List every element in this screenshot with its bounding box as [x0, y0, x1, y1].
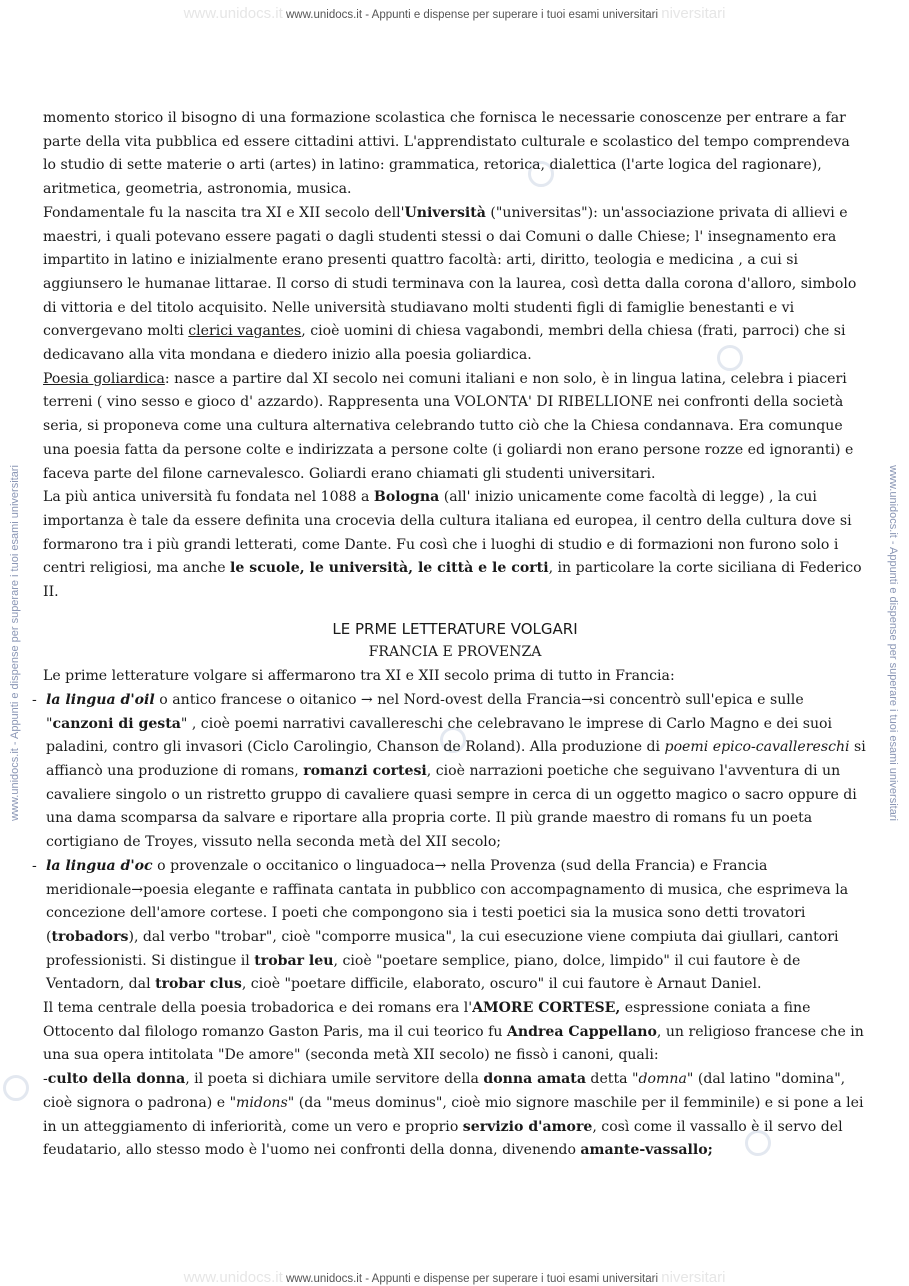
paragraph-culto-donna: -culto della donna, il poeta si dichiara umile servitore della donna amata detta "domna" (dal latino "domina", cioè signora o padrona) e "midons" (da "meus dominus", cioè mio signore maschile per il femminile) e si pone a lei in un atteggiamento di inferiorità, come un vero e proprio servizio d'amore, così come il vassallo è il servo del feudatario, allo stesso modo è l'uomo nei confronti della donna, divenendo amante-vassallo;: [43, 1071, 864, 1159]
document-body: [32, 107, 867, 1163]
term-andrea-cappellano: Andrea Cappellano: [506, 1023, 657, 1040]
paragraph-bologna: La più antica università fu fondata nel 1088 a Bologna (all' inizio unicamente come facoltà di legge) , la cui importanza è tale da essere definita una crocevia della cultura italiana ed europea, il centro della cultura dove si formarono tra i più grandi letterati, come Dante. Fu così che i luoghi di studio e di formazioni non furono solo i centri religiosi, ma anche le scuole, le università, le città e le corti, in particolare la corte siciliana di Federico II.: [43, 489, 862, 601]
banner-text[interactable]: www.unidocs.it - Appunti e dispense per superare i tuoi esami universitari: [286, 9, 659, 21]
term-clerici-vagantes: clerici vagantes: [188, 323, 302, 340]
term-bologna: Bologna: [373, 489, 440, 506]
paragraph-artes: momento storico il bisogno di una formazione scolastica che fornisca le necessarie conoscenze per entrare a far parte della vita pubblica ed essere cittadini attivi. L'apprendistato culturale e scolastico del tempo comprendeva lo studio di sette materie o arti (artes) in latino: grammatica, retorica, dialettica (l'arte logica del ragionare), aritmetica, geometria, astronomia, musica.: [43, 110, 850, 198]
section-heading: LE PRME LETTERATURE VOLGARI: [332, 619, 578, 638]
footer-text[interactable]: www.unidocs.it - Appunti e dispense per superare i tuoi esami universitari: [286, 1273, 659, 1285]
term-lingua-oil: la lingua d'oil: [46, 691, 155, 708]
paragraph-amore-cortese: Il tema centrale della poesia trobadorica e dei romans era l'AMORE CORTESE, espressione coniata a fine Ottocento dal filologo romanzo Gaston Paris, ma il cui teorico fu Andrea Cappellano, un religioso francese che in una sua opera intitolata "De amore" (seconda metà XII secolo) ne fissò i canoni, quali:: [43, 1000, 864, 1064]
paragraph-intro: Le prime letterature volgare si affermarono tra XI e XII secolo prima di tutto in Francia:: [43, 668, 675, 685]
side-watermark-left: www.unidocs.it - Appunti e dispense per superare i tuoi esami universitari: [9, 465, 21, 821]
term-amore-cortese: AMORE CORTESE,: [472, 1000, 621, 1017]
header-banner: [0, 5, 909, 22]
footer-ghost: www.unidocs.it: [183, 1269, 283, 1286]
watermark-logo-icon: [3, 1075, 29, 1101]
side-watermark-right: www.unidocs.it - Appunti e dispense per superare i tuoi esami universitari: [887, 465, 899, 821]
term-universita: Università: [404, 204, 486, 221]
banner-ghost-tail: niversitari: [661, 5, 726, 22]
section-subheading: FRANCIA E PROVENZA: [368, 644, 542, 661]
list-item-lingua-oc: - la lingua d'oc o provenzale o occitanico o linguadoca→ nella Provenza (sud della Francia) e Francia meridionale→poesia elegante e raffinata cantata in pubblico con accompagnamento di musica, che esprimeva la concezione dell'amore cortese. I poeti che compongono sia i testi poetici sia la musica sono detti trovatori (trobadors), dal verbo "trobar", cioè "comporre musica", la cui esecuzione viene compiuta dai giullari, cantori professionisti. Si distingue il trobar leu, cioè "poetare semplice, piano, dolce, limpido" il cui fautore è de Ventadorn, dal trobar clus, cioè "poetare difficile, elaborato, oscuro" il cui fautore è Arnaut Daniel.: [32, 857, 849, 993]
term-scuole-corti: le scuole, le università, le città e le corti: [230, 560, 549, 577]
paragraph-poesia-goliardica: Poesia goliardica: nasce a partire dal XI secolo nei comuni italiani e non solo, è in lingua latina, celebra i piaceri terreni ( vino sesso e gioco d' azzardo). Rappresenta una VOLONTA' DI RIBELLIONE nei confronti della società seria, si proponeva come una cultura alternativa celebrando tutto ciò che la Chiesa condannava. Era comunque una poesia fatta da persone colte e indirizzata a persone colte (i goliardi non erano persone rozze ed ignoranti) e faceva parte del filone carnevalesco. Goliardi erano chiamati gli studenti universitari.: [43, 370, 854, 482]
banner-ghost: www.unidocs.it: [183, 5, 283, 22]
footer-banner: [0, 1269, 909, 1286]
footer-ghost-tail: niversitari: [661, 1269, 726, 1286]
paragraph-universita: Fondamentale fu la nascita tra XI e XII secolo dell'Università ("universitas"): un'associazione privata di allievi e maestri, i quali potevano essere pagati o dagli studenti stessi o dai Comuni o dalle Chiese; l' insegnamento era impartito in latino e inizialmente erano presenti quattro facoltà: arti, diritto, teologia e medicina , a cui si aggiunsero le humanae littarae. Il corso di studi terminava con la laurea, così detta dalla corona d'alloro, simbolo di vittoria e del titolo acquisito. Nelle università studiavano molti studenti figli di famiglie benestanti e vi convergevano molti clerici vagantes, cioè uomini di chiesa vagabondi, membri della chiesa (frati, parroci) che si dedicavano alla vita mondana e diedero inizio alla poesia goliardica.: [43, 204, 857, 364]
term-poesia-goliardica: Poesia goliardica: [43, 370, 165, 387]
term-lingua-oc: la lingua d'oc: [46, 857, 153, 874]
list-item-lingua-oil: - la lingua d'oil o antico francese o oitanico → nel Nord-ovest della Francia→si concentrò sull'epica e sulle "canzoni di gesta" , cioè poemi narrativi cavallereschi che celebravano le imprese di Carlo Magno e dei suoi paladini, contro gli invasori (Ciclo Carolingio, Chanson de Roland). Alla produzione di poemi epico-cavallereschi si affiancò una produzione di romans, romanzi cortesi, cioè narrazioni poetiche che seguivano l'avventura di un cavaliere singolo o un ristretto gruppo di cavaliere quasi sempre in cerca di un oggetto magico o sacro oppure di una dama scomparsa da salvare e riportare alla propria corte. Il più grande maestro di romans fu un poeta cortigiano de Troyes, vissuto nella seconda metà del XII secolo;: [32, 691, 866, 851]
